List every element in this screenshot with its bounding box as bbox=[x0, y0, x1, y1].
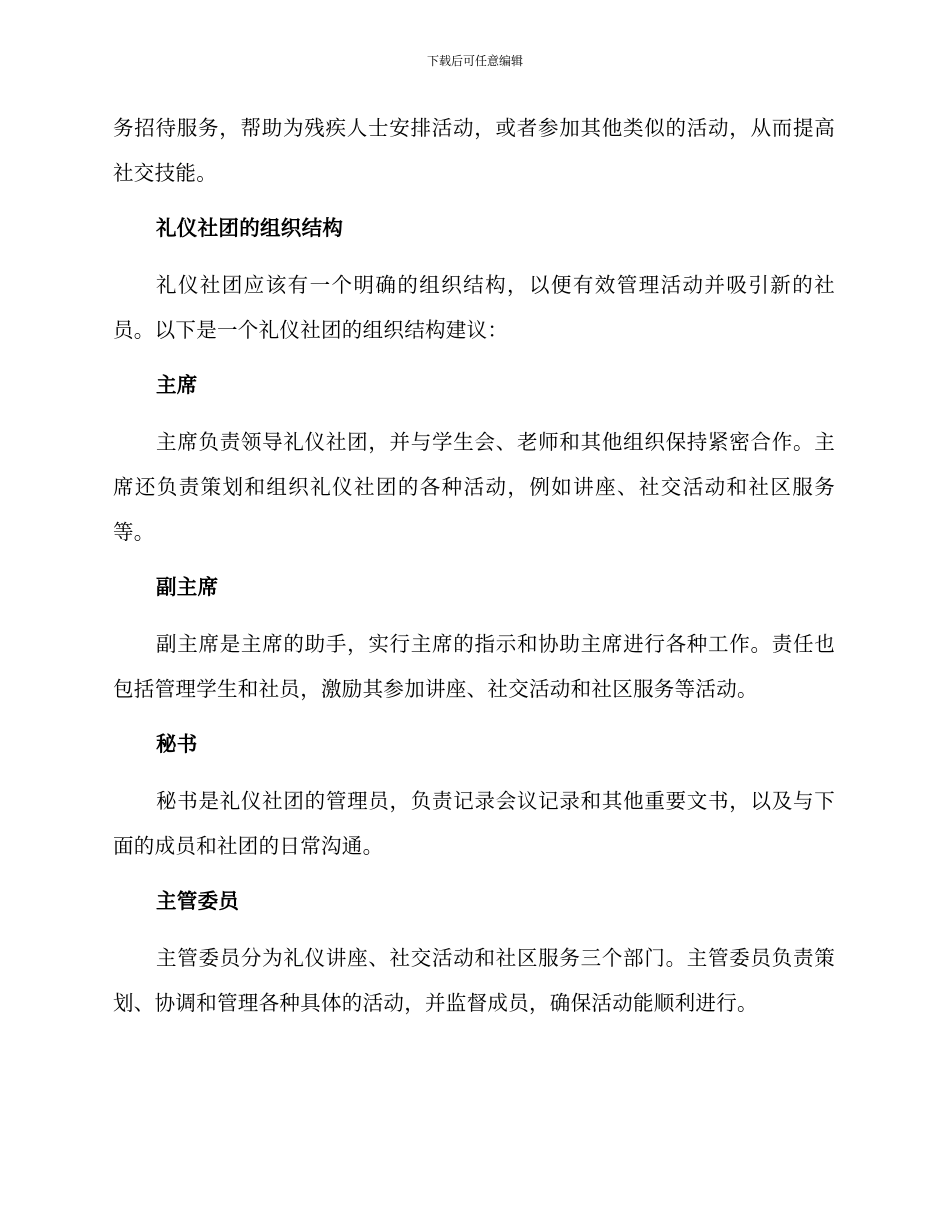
paragraph-secretary: 秘书是礼仪社团的管理员，负责记录会议记录和其他重要文书，以及与下面的成员和社团的日常沟通。 bbox=[113, 789, 835, 858]
document-body bbox=[113, 106, 835, 1026]
heading-organization-structure: 礼仪社团的组织结构 bbox=[156, 216, 344, 240]
paragraph-vice-chairman: 副主席是主席的助手，实行主席的指示和协助主席进行各种工作。责任也包括管理学生和社员，激励其参加讲座、社交活动和社区服务等活动。 bbox=[113, 632, 835, 701]
paragraph-supervising-committee: 主管委员分为礼仪讲座、社交活动和社区服务三个部门。主管委员负责策划、协调和管理各种具体的活动，并监督成员，确保活动能顺利进行。 bbox=[113, 946, 835, 1015]
heading-vice-chairman: 副主席 bbox=[156, 575, 219, 599]
paragraph-organization-structure: 礼仪社团应该有一个明确的组织结构，以便有效管理活动并吸引新的社员。以下是一个礼仪社团的组织结构建议： bbox=[113, 273, 835, 342]
heading-chairman: 主席 bbox=[156, 373, 198, 397]
paragraph-intro-continuation: 务招待服务，帮助为残疾人士安排活动，或者参加其他类似的活动，从而提高社交技能。 bbox=[113, 116, 835, 185]
heading-secretary: 秘书 bbox=[156, 732, 198, 756]
paragraph-chairman: 主席负责领导礼仪社团，并与学生会、老师和其他组织保持紧密合作。主席还负责策划和组织礼仪社团的各种活动，例如讲座、社交活动和社区服务等。 bbox=[113, 430, 835, 544]
heading-supervising-committee: 主管委员 bbox=[156, 889, 240, 913]
page-header: 下载后可任意编辑 bbox=[426, 54, 523, 68]
